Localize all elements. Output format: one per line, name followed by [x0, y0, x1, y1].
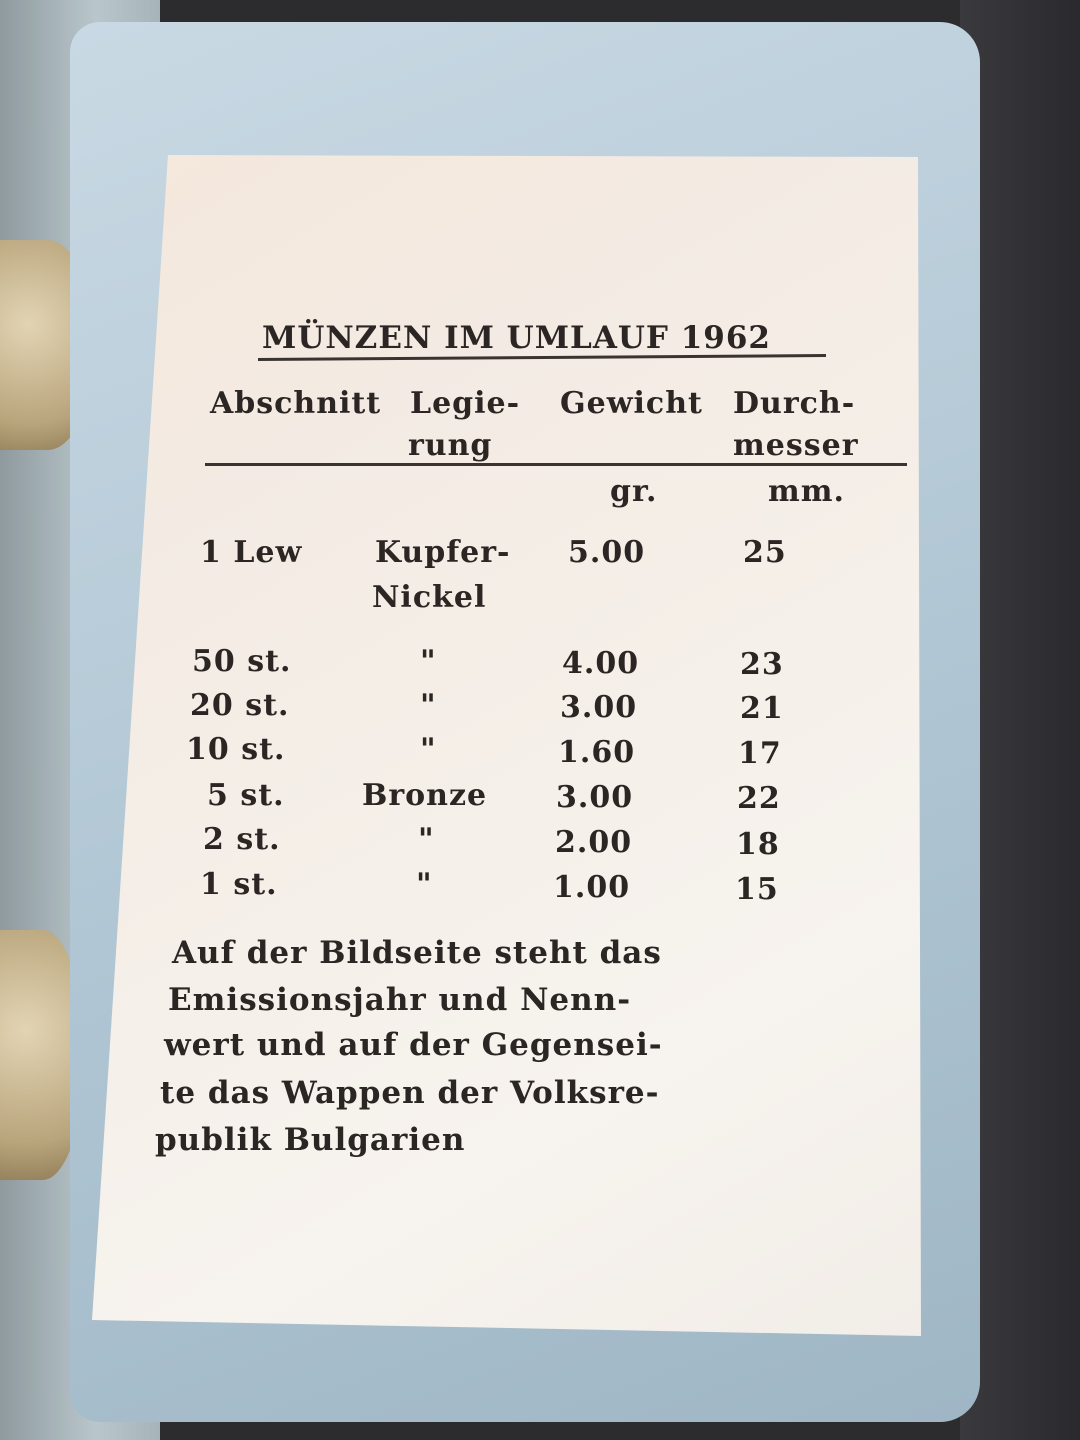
alloy: Bronze	[362, 778, 488, 813]
card-title: MÜNZEN IM UMLAUF 1962	[262, 320, 771, 356]
diameter: 17	[738, 736, 782, 771]
denomination: 50 st.	[192, 644, 292, 679]
denomination: 10 st.	[186, 732, 286, 767]
alloy: "	[420, 644, 437, 679]
header-durchmesser-2: messer	[733, 428, 859, 463]
weight: 3.00	[560, 690, 638, 725]
alloy: Nickel	[372, 580, 487, 615]
paragraph-line: wert und auf der Gegensei-	[164, 1027, 663, 1063]
denomination: 1 Lew	[200, 535, 303, 570]
weight: 1.60	[558, 735, 636, 770]
weight: 5.00	[568, 535, 646, 570]
diameter: 21	[740, 691, 784, 726]
weight: 1.00	[553, 870, 631, 905]
header-durchmesser: Durch-	[733, 386, 856, 421]
diameter: 25	[743, 535, 787, 570]
weight: 2.00	[555, 825, 633, 860]
unit-weight: gr.	[610, 474, 658, 509]
paragraph-line: te das Wappen der Volksre-	[160, 1075, 660, 1111]
header-gewicht: Gewicht	[560, 386, 703, 421]
weight: 4.00	[562, 646, 640, 681]
diameter: 22	[737, 781, 781, 816]
diameter: 15	[735, 872, 779, 907]
header-legierung: Legie-	[410, 386, 521, 421]
paragraph-line: Emissionsjahr und Nenn-	[168, 982, 632, 1018]
denomination: 1 st.	[200, 867, 278, 902]
header-legierung-2: rung	[408, 428, 493, 463]
denomination: 2 st.	[203, 822, 281, 857]
alloy: "	[416, 867, 433, 902]
alloy: "	[418, 822, 435, 857]
header-rule	[205, 463, 907, 466]
unit-diameter: mm.	[768, 474, 845, 509]
diameter: 18	[736, 827, 780, 862]
alloy: "	[420, 688, 437, 723]
paragraph-line: Auf der Bildseite steht das	[172, 935, 662, 971]
alloy: "	[420, 732, 437, 767]
paragraph-line: publik Bulgarien	[155, 1122, 466, 1158]
denomination: 5 st.	[207, 778, 285, 813]
alloy: Kupfer-	[375, 535, 511, 570]
denomination: 20 st.	[190, 688, 290, 723]
weight: 3.00	[556, 780, 634, 815]
diameter: 23	[740, 647, 784, 682]
header-abschnitt: Abschnitt	[210, 386, 382, 421]
